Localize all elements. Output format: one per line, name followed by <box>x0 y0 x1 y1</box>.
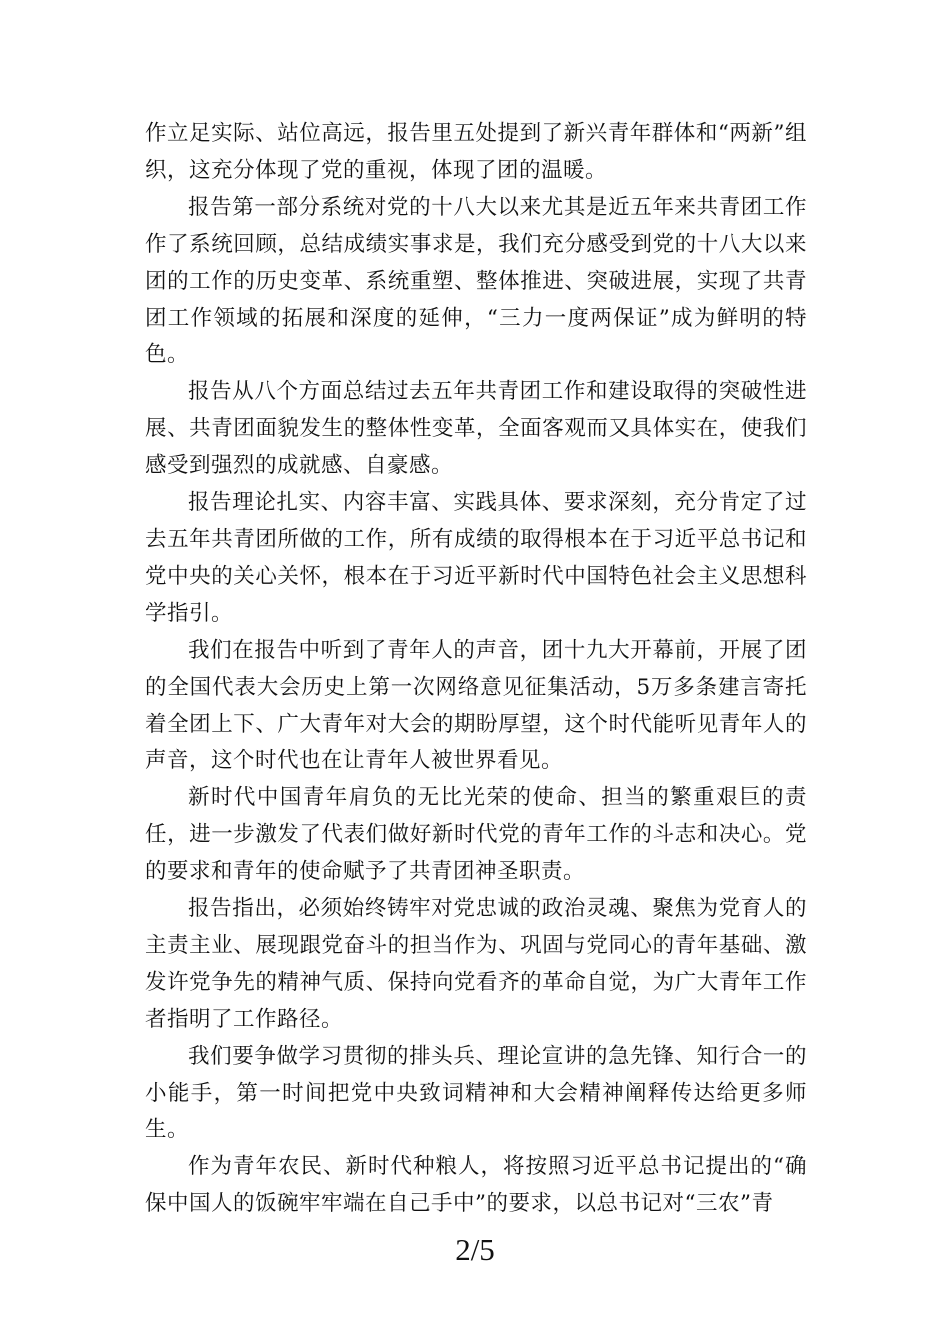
paragraph-9: 作为青年农民、新时代种粮人，将按照习近平总书记提出的“确保中国人的饭碗牢牢端在自己手中”的要求，以总书记对“三农”青 <box>145 1154 807 1217</box>
paragraph-5: 我们在报告中听到了青年人的声音，团十九大开幕前，开展了团的全国代表大会历史上第一次网络意见征集活动，5万多条建言寄托着全团上下、广大青年对大会的期盼厚望，这个时代能听见青年人的声音，这个时代也在让青年人被世界看见。 <box>145 637 807 774</box>
page-number: 2/5 <box>455 1232 495 1267</box>
body-text <box>145 116 807 1223</box>
paragraph-6: 新时代中国青年肩负的无比光荣的使命、担当的繁重艰巨的责任，进一步激发了代表们做好新时代党的青年工作的斗志和决心。党的要求和青年的使命赋予了共青团神圣职责。 <box>145 785 807 885</box>
paragraph-3: 报告从八个方面总结过去五年共青团工作和建设取得的突破性进展、共青团面貌发生的整体性变革，全面客观而又具体实在，使我们感受到强烈的成就感、自豪感。 <box>145 379 807 479</box>
paragraph-2: 报告第一部分系统对党的十八大以来尤其是近五年来共青团工作作了系统回顾，总结成绩实事求是，我们充分感受到党的十八大以来团的工作的历史变革、系统重塑、整体推进、突破进展，实现了共青团工作领域的拓展和深度的延伸，“三力一度两保证”成为鲜明的特色。 <box>145 194 807 368</box>
paragraph-4: 报告理论扎实、内容丰富、实践具体、要求深刻，充分肯定了过去五年共青团所做的工作，所有成绩的取得根本在于习近平总书记和党中央的关心关怀，根本在于习近平新时代中国特色社会主义思想科学指引。 <box>145 490 807 626</box>
paragraph-7: 报告指出，必须始终铸牢对党忠诚的政治灵魂、聚焦为党育人的主责主业、展现跟党奋斗的担当作为、巩固与党同心的青年基础、激发许党争先的精神气质、保持向党看齐的革命自觉，为广大青年工作者指明了工作路径。 <box>145 896 807 1032</box>
paragraph-8: 我们要争做学习贯彻的排头兵、理论宣讲的急先锋、知行合一的小能手，第一时间把党中央致词精神和大会精神阐释传达给更多师生。 <box>145 1043 807 1143</box>
paragraph-1: 作立足实际、站位高远，报告里五处提到了新兴青年群体和“两新”组织，这充分体现了党的重视，体现了团的温暖。 <box>145 121 807 183</box>
